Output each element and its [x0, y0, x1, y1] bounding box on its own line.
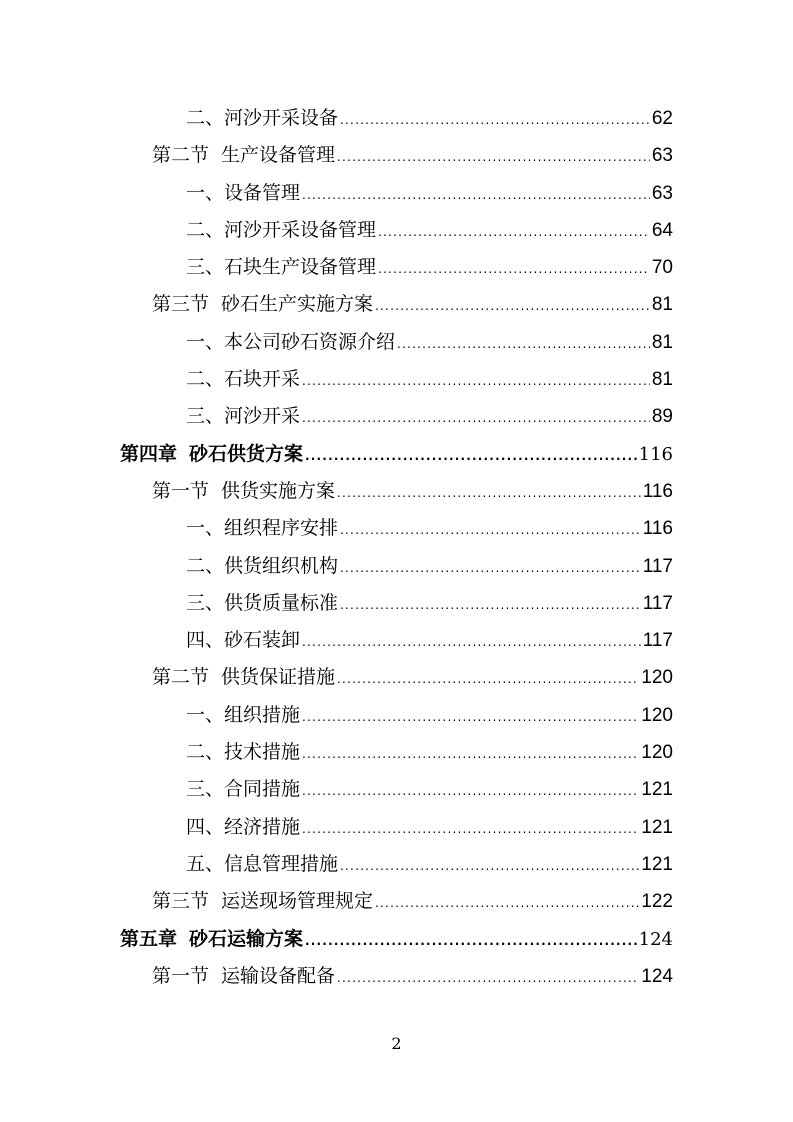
- toc-entry[interactable]: [0, 473, 793, 510]
- dot-leader: [340, 102, 650, 139]
- toc-entry-text: 运输设备配备: [221, 964, 336, 987]
- toc-entry-prefix: 五、: [186, 852, 225, 875]
- dot-leader: [337, 139, 650, 176]
- toc-entry[interactable]: [0, 771, 793, 808]
- toc-entry-text: 砂石装卸: [224, 629, 301, 652]
- toc-entry[interactable]: [0, 585, 793, 622]
- toc-entry-text: 经济措施: [224, 815, 301, 838]
- toc-entry-page: 81: [651, 294, 673, 316]
- toc-entry-page: 116: [642, 518, 673, 540]
- toc-entry-text: 供货保证措施: [221, 666, 336, 689]
- dot-leader: [340, 587, 641, 624]
- toc-entry[interactable]: [0, 734, 793, 771]
- toc-entry-page: 120: [641, 667, 673, 689]
- toc-entry-title: [186, 361, 300, 398]
- toc-entry-title: [186, 548, 338, 585]
- toc-entry-prefix: 二、: [186, 741, 225, 764]
- dot-leader: [302, 773, 639, 810]
- toc-entry-title: [186, 585, 338, 622]
- toc-entry-page: 117: [642, 592, 673, 614]
- toc-entry[interactable]: [0, 286, 793, 323]
- dot-leader: [337, 475, 641, 512]
- toc-entry[interactable]: [0, 883, 793, 920]
- toc-entry-prefix: 一、: [186, 181, 225, 204]
- toc-entry-prefix: 三、: [186, 256, 225, 279]
- toc-entry-prefix: 四、: [186, 815, 225, 838]
- dot-leader: [305, 438, 637, 475]
- toc-entry-title: [186, 249, 376, 286]
- toc-entry-prefix: 三、: [186, 778, 225, 801]
- toc-entry-prefix: 第一节: [152, 479, 210, 502]
- toc-entry[interactable]: [0, 958, 793, 995]
- toc-entry-page: 124: [638, 928, 673, 950]
- toc-entry-page: 124: [641, 965, 673, 987]
- dot-leader: [340, 550, 641, 587]
- toc-entry-title: [186, 212, 376, 249]
- dot-leader: [378, 214, 650, 251]
- toc-entry-page: 122: [641, 891, 673, 913]
- toc-entry-title: [186, 324, 395, 361]
- dot-leader: [305, 923, 637, 960]
- toc-entry-page: 62: [651, 108, 673, 129]
- toc-entry-page: 116: [638, 443, 673, 465]
- toc-entry-prefix: 二、: [186, 218, 225, 241]
- toc-entry[interactable]: [0, 137, 793, 174]
- toc-entry-text: 组织措施: [224, 703, 301, 726]
- toc-entry-prefix: 第二节: [152, 144, 210, 167]
- toc-entry[interactable]: [0, 510, 793, 547]
- toc-entry-prefix: 三、: [186, 405, 225, 428]
- dot-leader: [378, 251, 650, 288]
- dot-leader: [302, 736, 639, 773]
- dot-leader: [375, 885, 639, 922]
- toc-entry-text: 河沙开采设备: [224, 107, 339, 129]
- toc-entry-prefix: 第三节: [152, 890, 210, 913]
- toc-entry[interactable]: [0, 100, 793, 137]
- toc-entry[interactable]: [0, 659, 793, 696]
- toc-entry[interactable]: [0, 175, 793, 212]
- toc-entry[interactable]: [0, 436, 793, 473]
- toc-entry-prefix: 三、: [186, 591, 225, 614]
- toc-entry-text: 砂石运输方案: [189, 927, 304, 950]
- toc-entry-title: [186, 175, 300, 212]
- dot-leader: [302, 699, 639, 736]
- dot-leader: [375, 288, 650, 325]
- toc-entry-text: 砂石生产实施方案: [221, 293, 374, 316]
- toc-entry-page: 120: [641, 742, 673, 764]
- dot-leader: [302, 400, 650, 437]
- toc-entry-title: [186, 771, 300, 808]
- toc-entry-page: 81: [651, 369, 673, 391]
- dot-leader: [337, 661, 639, 698]
- toc-entry[interactable]: [0, 249, 793, 286]
- toc-entry[interactable]: [0, 324, 793, 361]
- dot-leader: [302, 811, 639, 848]
- toc-entry-prefix: 第四章: [120, 442, 178, 465]
- toc-entry-text: 本公司砂石资源介绍: [224, 330, 396, 353]
- toc-entry-title: [152, 958, 335, 995]
- toc-entry[interactable]: [0, 809, 793, 846]
- page-number: 2: [391, 1034, 402, 1053]
- toc-entry-page: 64: [651, 219, 673, 241]
- dot-leader: [337, 960, 639, 997]
- toc-entry-page: 63: [651, 182, 673, 204]
- toc-entry[interactable]: [0, 212, 793, 249]
- toc-entry-page: 116: [642, 480, 673, 502]
- toc-entry-title: [152, 473, 335, 510]
- toc-entry-page: 63: [651, 145, 673, 167]
- dot-leader: [340, 512, 641, 549]
- toc-entry[interactable]: [0, 548, 793, 585]
- toc-entry-prefix: 二、: [186, 368, 225, 391]
- toc-entry-prefix: 二、: [186, 554, 225, 577]
- toc-entry-prefix: 第一节: [152, 964, 210, 987]
- toc-entry[interactable]: [0, 697, 793, 734]
- toc-entry-page: 81: [651, 331, 673, 353]
- toc-entry-title: [186, 100, 338, 137]
- toc-entry-text: 设备管理: [224, 181, 301, 204]
- toc-entry-page: 117: [642, 555, 673, 577]
- dot-leader: [340, 848, 639, 885]
- toc-entry-page: 121: [641, 816, 673, 838]
- dot-leader: [302, 177, 650, 214]
- toc-entry-page: 117: [642, 630, 673, 652]
- toc-entry-text: 供货实施方案: [221, 479, 336, 502]
- toc-entry-title: [152, 137, 335, 174]
- toc-entry-text: 合同措施: [224, 778, 301, 801]
- toc-entry-prefix: 一、: [186, 330, 225, 353]
- table-of-contents: [0, 100, 793, 995]
- toc-entry-title: [186, 622, 300, 659]
- toc-entry[interactable]: [0, 361, 793, 398]
- toc-entry-text: 信息管理措施: [224, 852, 339, 875]
- toc-entry-prefix: 第三节: [152, 293, 210, 316]
- toc-entry-text: 供货质量标准: [224, 591, 339, 614]
- toc-entry-text: 砂石供货方案: [189, 442, 304, 465]
- toc-entry-text: 石块开采: [224, 368, 301, 391]
- toc-entry-page: 70: [651, 257, 673, 279]
- toc-entry-title: [152, 659, 335, 696]
- toc-entry-title: [120, 436, 303, 473]
- toc-entry-page: 89: [651, 406, 673, 428]
- toc-entry-title: [186, 734, 300, 771]
- toc-entry-prefix: 第二节: [152, 666, 210, 689]
- toc-entry[interactable]: [0, 921, 793, 958]
- toc-entry-page: 121: [641, 853, 673, 875]
- toc-entry-text: 河沙开采: [224, 405, 301, 428]
- toc-entry-page: 121: [641, 779, 673, 801]
- toc-entry[interactable]: [0, 398, 793, 435]
- dot-leader: [397, 326, 650, 363]
- toc-entry-prefix: 二、: [186, 107, 225, 129]
- toc-entry-title: [186, 809, 300, 846]
- dot-leader: [302, 624, 641, 661]
- toc-entry-text: 组织程序安排: [224, 517, 339, 540]
- toc-entry-page: 120: [641, 704, 673, 726]
- toc-entry-text: 运送现场管理规定: [221, 890, 374, 913]
- toc-entry-prefix: 第五章: [120, 927, 178, 950]
- dot-leader: [302, 363, 650, 400]
- toc-entry-text: 河沙开采设备管理: [224, 218, 377, 241]
- toc-entry-title: [152, 286, 373, 323]
- toc-entry-prefix: 一、: [186, 703, 225, 726]
- toc-entry-title: [186, 697, 300, 734]
- toc-entry[interactable]: [0, 846, 793, 883]
- toc-entry-title: [186, 846, 338, 883]
- toc-entry-prefix: 一、: [186, 517, 225, 540]
- toc-entry-text: 供货组织机构: [224, 554, 339, 577]
- toc-entry-prefix: 四、: [186, 629, 225, 652]
- toc-entry-text: 石块生产设备管理: [224, 256, 377, 279]
- toc-entry-title: [152, 883, 373, 920]
- toc-entry-text: 技术措施: [224, 741, 301, 764]
- toc-entry-text: 生产设备管理: [221, 144, 336, 167]
- toc-entry-title: [186, 398, 300, 435]
- toc-entry-title: [186, 510, 338, 547]
- toc-entry-title: [120, 921, 303, 958]
- toc-entry[interactable]: [0, 622, 793, 659]
